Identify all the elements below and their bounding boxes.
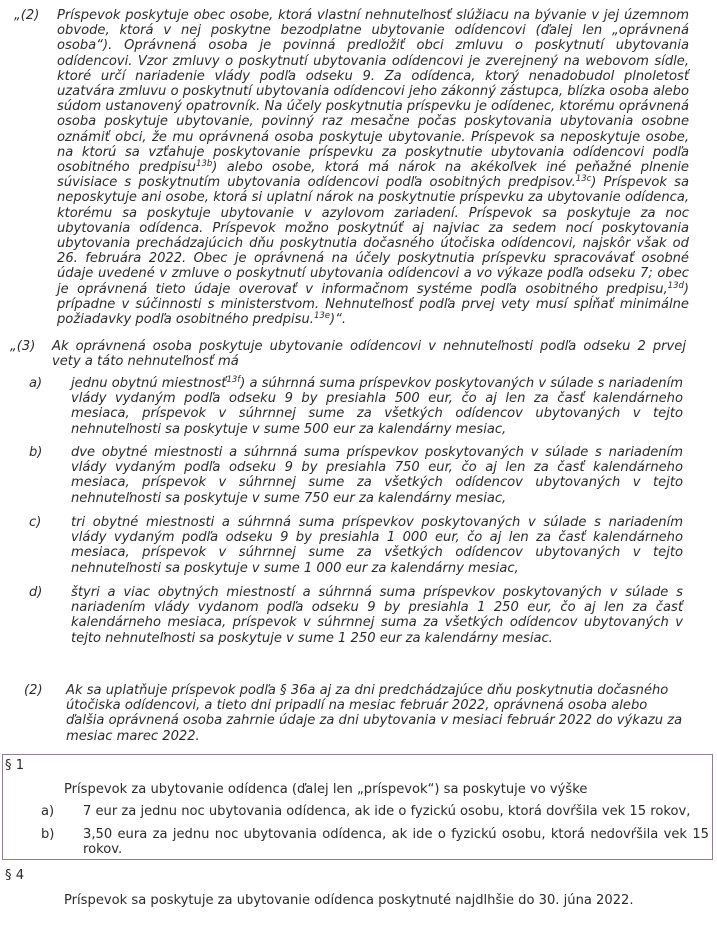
list-item-a-marker: a) [29,376,43,391]
paragraph-2-seg1: Príspevok poskytuje obec osobe, ktorá vlastní nehnuteľnosť slúžiacu na bývanie v jej územnom obvode, ktorá v nej poskytne bezodplatne ubytovanie odídencovi (ďalej len „oprávnená osoba“). Oprávnená osoba je povinná predložiť obci zmluvu o poskytnutí ubytovania odídencovi. Vzor zmluvy o poskytnutí ubytovania odídencovi je zverejnený na webovom sídle, ktoré určí nariadenie vlády podľa odseku 9. Za odídenca, ktorý nenadobudol plnoletosť uzatvára zmluvu o poskytnutí ubytovania odídencovi jeho zákonný zástupca, blízka osoba alebo súdom ustanovený opatrovník. Na účely poskytnutia príspevku je odídenec, ktorému oprávnená osoba poskytuje ubytovanie, povinný raz mesačne počas poskytovania ubytovania osobne oznámiť obci, že mu oprávnená osoba poskytuje ubytovanie. Príspevok sa neposkytuje osobe, na ktorú sa vzťahuje poskytovanie príspevku za poskytnutie ubytovania odídencovi podľa osobitného predpisu [57,8,689,176]
footnote-ref-13c[interactable]: 13c [575,174,592,185]
paragraph-2-seg3: ) Príspevok sa neposkytuje ani osobe, ktorá si uplatní nárok na poskytnutie príspevku za ubytovanie odídenca, ktorému sa poskytuje ubytovanie v azylovom zariadení. Príspevok sa poskytuje za noc ubytovania odídenca. Príspevok možno poskytnúť aj najviac za sedem nocí poskytovania ubytovania prechádzajúcich dňu poskytnutia dočasného útočiska odídencovi, najskôr však od 26. februára 2022. Obec je oprávnená na účely poskytnutia príspevku spracovávať osobné údaje uvedené v zmluve o poskytnutí ubytovania odídencovi a vo výkaze podľa odseku 7; obec je oprávnená tieto údaje overovať v informačnom systéme podľa osobitného predpisu, [57,175,689,297]
list-item-a-seg1: jednu obytnú miestnosť [71,376,227,391]
paragraph-2-seg2: ) alebo osobe, ktorá má nárok na akékoľvek iné peňažné plnenie súvisiace s poskytnutím ubytovania odídencovi podľa osobitných predpisov. [57,160,689,191]
list-item-b-marker: b) [29,445,43,460]
list-item-d-marker: d) [29,585,43,600]
footnote-ref-13f[interactable]: 13f [226,375,241,385]
list-item-a-text [71,376,683,437]
paragraph-2b-marker: (2) [24,683,43,698]
section-1-item-b-marker: b) [41,827,55,842]
paragraph-3-intro: Ak oprávnená osoba poskytuje ubytovanie odídencovi v nehnuteľnosti podľa odseku 2 prvej vety a táto nehnuteľnosť má [52,339,686,370]
paragraph-2b-text: Ak sa uplatňuje príspevok podľa § 36a aj za dni predchádzajúce dňu poskytnutia dočasného útočiska odídencovi, a tieto dni pripadlí na mesiac február 2022, oprávnená osoba alebo ďalšia oprávnená osoba zahrnie údaje za dni ubytovania v mesiaci február 2022 do výkazu za mesiac marec 2022. [66,683,683,744]
list-item-b-text: dve obytné miestnosti a súhrnná suma príspevkov poskytovaných v súlade s nariadením vlády vydaným podľa odseku 9 by presiahla 750 eur, čo aj len za časť kalendárneho mesiaca, príspevok v súhrnnej sume za všetkých odídencov ubytovaných v tejto nehnuteľnosti sa poskytuje v sume 750 eur za kalendárny mesiac, [71,445,683,506]
paragraph-2-marker: „(2) [14,8,40,23]
section-4-heading: § 4 [5,868,25,883]
list-item-c-text: tri obytné miestnosti a súhrnná suma príspevkov poskytovaných v súlade s nariadením vlády vydaným podľa odseku 9 by presiahla 1 000 eur, čo aj len za časť kalendárneho mesiaca, príspevok v súhrnnej sume za všetkých odídencov ubytovaných v tejto nehnuteľnosti sa poskytuje v sume 1 000 eur za kalendárny mesiac, [71,515,683,576]
footnote-ref-13b[interactable]: 13b [196,159,213,170]
section-1-item-b-text: 3,50 eura za jednu noc ubytovania odídenca, ak ide o fyzickú osobu, ktorá nedovŕšila vek 15 rokov. [83,827,709,858]
list-item-a-seg2: ) a súhrnná suma príspevkov poskytovaných v súlade s nariadením vlády vydaným podľa odseku 9 by presiahla 500 eur, čo aj len za časť kalendárneho mesiaca, príspevok v súhrnnej sume za všetkých odídencov ubytovaných v tejto nehnuteľnosti sa poskytuje v sume 500 eur za kalendárny mesiac, [71,376,683,437]
section-4-text: Príspevok sa poskytuje za ubytovanie odídenca poskytnuté najdlhšie do 30. júna 2022. [64,893,634,908]
paragraph-2-text [57,8,689,327]
footnote-ref-13d[interactable]: 13d [667,280,684,291]
section-1-item-a-text: 7 eur za jednu noc ubytovania odídenca, ak ide o fyzickú osobu, ktorá dovŕšila vek 15 rokov, [83,804,691,819]
section-1-intro: Príspevok za ubytovanie odídenca (ďalej len „príspevok“) sa poskytuje vo výške [64,782,588,797]
paragraph-3-marker: „(3) [10,339,36,354]
section-1-heading: § 1 [5,758,25,773]
list-item-c-marker: c) [29,515,42,530]
list-item-d-text: štyri a viac obytných miestností a súhrnná suma príspevkov poskytovaných v súlade s nariadením vlády vydanom podľa odseku 9 by presiahla 1 250 eur, čo aj len za časť kalendárneho mesiaca, príspevok v súhrnnej suma za všetkých odídencov ubytovaných v tejto nehnuteľnosti sa poskytuje v sume 1 250 eur za kalendárny mesiac. [71,585,683,646]
paragraph-2-seg5: )“. [330,312,347,328]
section-1-item-a-marker: a) [41,804,55,819]
paragraph-2-seg4: ) prípadne v súčinnosti s ministerstvom. Nehnuteľnosť podľa prvej vety musí spĺňať minimálne požiadavky podľa osobitného predpisu. [57,281,689,328]
footnote-ref-13e[interactable]: 13e [313,311,330,322]
